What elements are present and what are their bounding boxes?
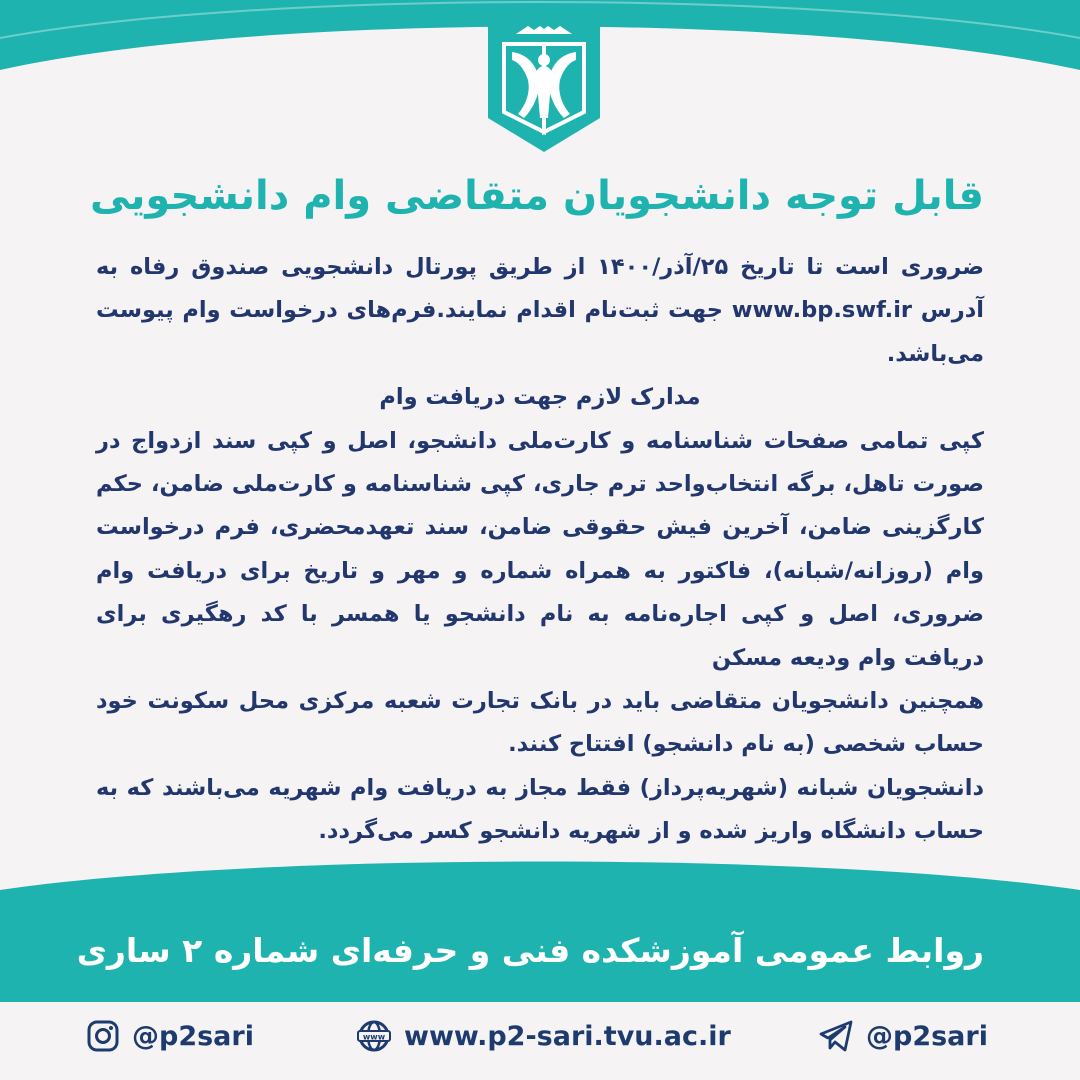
documents-heading: مدارک لازم جهت دریافت وام (379, 384, 701, 411)
intro-paragraph (96, 246, 984, 376)
globe-icon (356, 1018, 392, 1054)
telegram-contact[interactable] (818, 1016, 988, 1056)
website-contact[interactable] (356, 1016, 731, 1056)
announcement-body (96, 246, 984, 854)
contact-bar (0, 1002, 1080, 1070)
website-url: www.p2-sari.tvu.ac.ir (404, 1020, 731, 1052)
instagram-handle: @p2sari (132, 1020, 254, 1052)
intro-text-b: جهت ثبت‌نام اقدام نمایند.فرم‌های درخواست وام پیوست می‌باشد. (96, 297, 984, 367)
instagram-contact[interactable] (86, 1016, 254, 1056)
portal-url-link[interactable]: www.bp.swf.ir (731, 297, 913, 324)
announcement-title: قابل توجه دانشجویان متقاضی وام دانشجویی (89, 173, 984, 219)
night-students-note: دانشجویان شبانه (شهریه‌پرداز) فقط مجاز به دریافت وام شهریه می‌باشند که به حساب دانشگاه واریز شده و از شهریه دانشجو کسر می‌گردد. (96, 774, 984, 845)
telegram-icon (818, 1019, 854, 1053)
telegram-handle: @p2sari (866, 1020, 988, 1052)
instagram-icon (86, 1019, 120, 1053)
documents-list: کپی تمامی صفحات شناسنامه و کارت‌ملی دانشجو، اصل و کپی سند ازدواج در صورت تاهل، برگه انتخاب‌واحد ترم جاری، کپی شناسنامه و کارت‌ملی ضامن، حکم کارگزینی ضامن، آخرین فیش حقوقی ضامن، سند تعهدمحضری، فرم درخواست وام (روزانه/شبانه)، فاکتور به همراه شماره و مهر و تاریخ برای دریافت وام ضروری، اصل و کپی اجاره‌نامه به نام دانشجو یا همسر با کد رهگیری برای دریافت وام ودیعه مسکن (96, 427, 984, 671)
svg-text:www: www (362, 1032, 386, 1042)
bank-account-note: همچنین دانشجویان متقاضی باید در بانک تجارت شعبه مرکزی محل سکونت خود حساب شخصی (به نام دانشجو) افتتاح کنند. (96, 688, 984, 758)
university-logo-icon (488, 14, 600, 152)
footer-title: روابط عمومی آموزشکده فنی و حرفه‌ای شماره ۲ ساری (76, 931, 984, 970)
intro-text-a: ضروری است تا تاریخ ۲۵/آذر/۱۴۰۰ از طریق پورتال دانشجویی صندوق رفاه به آدرس (96, 254, 984, 324)
